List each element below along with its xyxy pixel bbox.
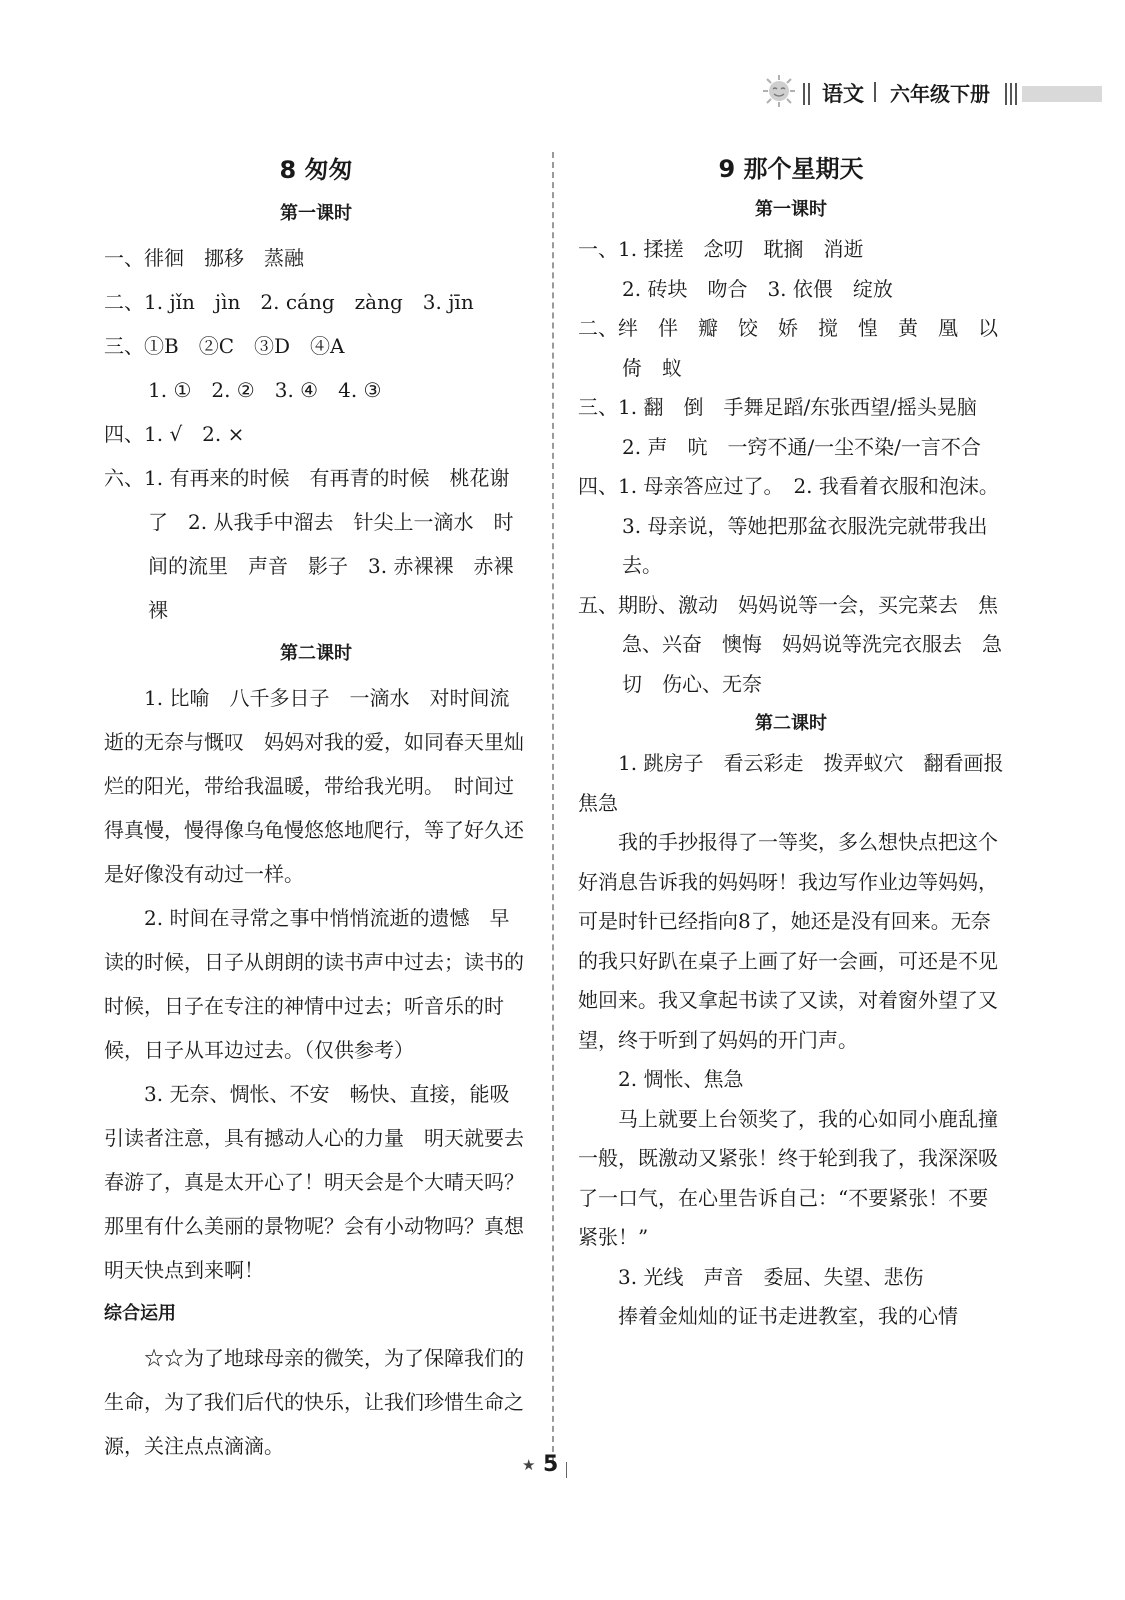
answer-line: 2. 惆怅、焦急 [618,1067,744,1091]
answer-line: 1. 跳房子 看云彩走 拨弄蚁穴 翻看画报 焦急 [578,751,1024,815]
answer-line: 六、1. 有再来的时候 有再青的时候 桃花谢了 2. 从我手中溜去 针尖上一滴水 时间的流里 声音 影子 3. 赤裸裸 赤裸裸 [104,466,514,622]
answer-line: 三、1. 翻 倒 手舞足蹈/东张西望/摇头晃脑 [578,395,977,419]
lesson-title: 8 匆匆 [279,156,353,184]
header-bars-left [803,83,810,105]
page-footer [0,1452,1125,1492]
answer-line: 马上就要上台领奖了，我的心如同小鹿乱撞一般，既激动又紧张！终于轮到我了，我深深吸了一口气，在心里告诉自己：“不要紧张！不要紧张！” [578,1106,998,1249]
answer-line: 3. 光线 声音 委屈、失望、悲伤 [618,1264,924,1289]
subject-label: 语文 [822,82,864,106]
header-separator [874,82,876,102]
page-header [0,74,1125,114]
answer-line: 五、期盼、激动 妈妈说等一会，买完菜去 焦急、兴奋 懊悔 妈妈说等洗完衣服去 急切 伤心、无奈 [578,592,1002,696]
answer-line: 我的手抄报得了一等奖，多么想快点把这个好消息告诉我的妈妈呀！我边写作业边等妈妈，可是时针已经指向8了，她还是没有回来。无奈的我只好趴在桌子上画了好一会画，可还是不见她回来。我又拿起书读了又读，对着窗外望了又望，终于听到了妈妈的开门声。 [578,830,998,1052]
star-icon: ★ [522,1456,536,1474]
answer-line: 二、1. jǐn jìn 2. cáng zàng 3. jīn [104,290,474,314]
answer-line: 三、①B ②C ③D ④A [104,334,345,358]
answer-line: 一、徘徊 挪移 蒸融 [104,246,304,270]
lesson-subtitle: 第一课时 [280,203,352,224]
left-column [104,148,528,1468]
answer-line: 1. ① 2. ② 3. ④ 4. ③ [148,378,382,402]
page-number: 5 [543,1452,559,1477]
header-bars-right [1005,83,1017,105]
right-lessons [578,190,1024,1337]
section-text: ☆☆为了地球母亲的微笑，为了保障我们的生命，为了我们后代的快乐，让我们珍惜生命之源，关注点点滴滴。 [104,1346,524,1458]
answer-line: 二、绊 伴 瓣 饺 娇 搅 惶 黄 凰 以 倚 蚁 [578,316,1018,380]
column-divider [552,152,554,1462]
left-lessons [104,192,528,1292]
answer-line: 3. 无奈、惆怅、不安 畅快、直接，能吸引读者注意，具有撼动人心的力量 明天就要去春游了，真是太开心了！明天会是个大晴天吗？那里有什么美丽的景物呢？会有小动物吗？真想明天快点到来啊！ [104,1082,524,1282]
answer-line: 四、1. √ 2. × [104,422,245,446]
answer-line: 2. 砖块 吻合 3. 依偎 绽放 [622,276,893,301]
lesson-title: 9 那个星期天 [718,155,864,183]
right-column [578,148,1024,1337]
header-tail-bar [1022,86,1102,102]
answer-line: 四、1. 母亲答应过了。 2. 我看着衣服和泡沫。 3. 母亲说，等她把那盆衣服洗完就带我出去。 [578,474,1009,577]
grade-label: 六年级下册 [890,82,990,106]
section-title: 综合运用 [104,1303,176,1324]
answer-line: 1. 比喻 八千多日子 一滴水 对时间流逝的无奈与慨叹 妈妈对我的爱，如同春天里灿烂的阳光，带给我温暖，带给我光明。 时间过得真慢，慢得像乌龟慢悠悠地爬行，等了好久还是好像没有动过一样。 [104,686,524,886]
sun-face-icon [762,74,796,108]
answer-line: 捧着金灿灿的证书走进教室，我的心情 [618,1304,958,1328]
lesson-subtitle: 第二课时 [280,643,352,664]
lesson-subtitle: 第一课时 [755,199,827,220]
answer-line: 2. 时间在寻常之事中悄悄流逝的遗憾 早读的时候，日子从朗朗的读书声中过去；读书的时候，日子在专注的神情中过去；听音乐的时候，日子从耳边过去。（仅供参考） [104,906,524,1062]
answer-line: 2. 声 吭 一窍不通/一尘不染/一言不合 [622,434,981,459]
answer-line: 一、1. 揉搓 念叨 耽搁 消逝 [578,237,864,261]
lesson-subtitle: 第二课时 [755,713,827,734]
footer-tick [566,1462,567,1478]
